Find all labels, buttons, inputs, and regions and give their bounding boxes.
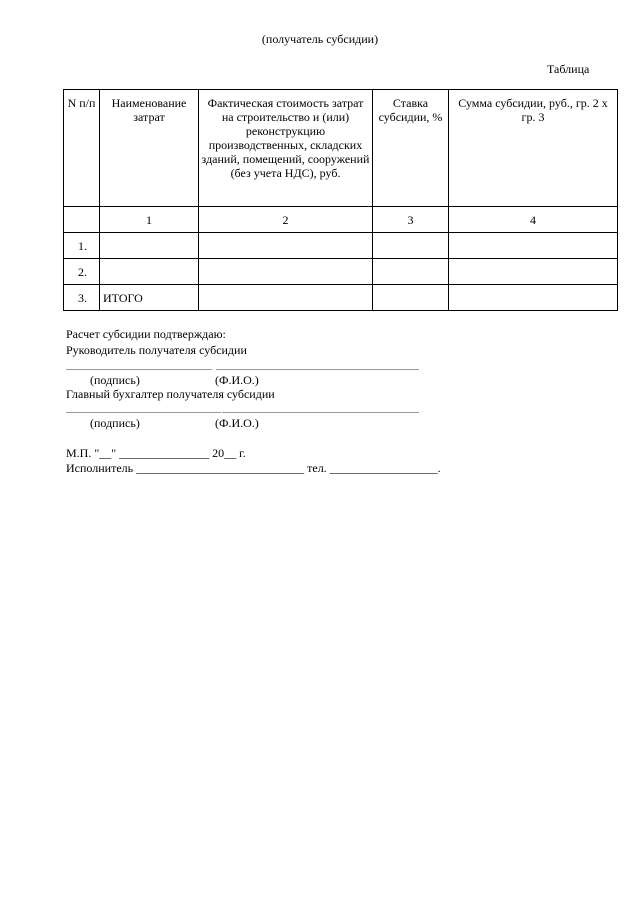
header-subsidy-rate: Ставка субсидии, % bbox=[373, 90, 449, 207]
row-number: 1. bbox=[64, 233, 100, 259]
table-row bbox=[64, 259, 618, 285]
table-row bbox=[64, 233, 618, 259]
column-number: 4 bbox=[449, 207, 618, 233]
head-fio-line[interactable] bbox=[216, 369, 419, 370]
accountant-fio-line[interactable] bbox=[222, 412, 419, 413]
column-number: 1 bbox=[100, 207, 199, 233]
head-signature-caption: (подпись) bbox=[90, 373, 140, 387]
subsidy-rate-cell[interactable] bbox=[373, 259, 449, 285]
header-number: N п/п bbox=[64, 90, 100, 207]
accountant-signature-line[interactable] bbox=[66, 412, 221, 413]
header-cost-name: Наименование затрат bbox=[100, 90, 199, 207]
head-signature-line[interactable] bbox=[66, 369, 212, 370]
confirm-text: Расчет субсидии подтверждаю: bbox=[66, 327, 226, 341]
table-row-total bbox=[64, 285, 618, 311]
cost-name-cell[interactable] bbox=[100, 233, 199, 259]
column-number: 3 bbox=[373, 207, 449, 233]
head-fio-caption: (Ф.И.О.) bbox=[215, 373, 259, 387]
actual-cost-cell[interactable] bbox=[199, 259, 373, 285]
recipient-label: (получатель субсидии) bbox=[261, 32, 379, 46]
subsidy-sum-cell[interactable] bbox=[449, 259, 618, 285]
stamp-date-line[interactable]: М.П. "__" _______________ 20__ г. bbox=[66, 446, 246, 460]
table-caption: Таблица bbox=[547, 62, 590, 76]
subsidy-rate-cell[interactable] bbox=[373, 285, 449, 311]
table-header-row bbox=[64, 90, 618, 207]
accountant-fio-caption: (Ф.И.О.) bbox=[215, 416, 259, 430]
column-number: 2 bbox=[199, 207, 373, 233]
cost-name-cell[interactable] bbox=[100, 259, 199, 285]
accountant-signature-caption: (подпись) bbox=[90, 416, 140, 430]
actual-cost-cell[interactable] bbox=[199, 233, 373, 259]
actual-cost-cell[interactable] bbox=[199, 285, 373, 311]
row-number: 3. bbox=[64, 285, 100, 311]
header-subsidy-sum: Сумма субсидии, руб., гр. 2 x гр. 3 bbox=[449, 90, 618, 207]
total-label: ИТОГО bbox=[100, 285, 199, 311]
subsidy-sum-cell[interactable] bbox=[449, 233, 618, 259]
head-label: Руководитель получателя субсидии bbox=[66, 343, 247, 357]
subsidy-rate-cell[interactable] bbox=[373, 233, 449, 259]
accountant-label: Главный бухгалтер получателя субсидии bbox=[66, 387, 275, 401]
column-number-blank bbox=[64, 207, 100, 233]
executor-line[interactable]: Исполнитель ____________________________ тел. __________________. bbox=[66, 461, 441, 475]
row-number: 2. bbox=[64, 259, 100, 285]
subsidy-sum-cell[interactable] bbox=[449, 285, 618, 311]
header-actual-cost: Фактическая стоимость затрат на строительство и (или) реконструкцию производственных, складских зданий, помещений, сооружений (без учета НДС), руб. bbox=[199, 90, 373, 207]
subsidy-table bbox=[63, 89, 618, 311]
column-number-row bbox=[64, 207, 618, 233]
